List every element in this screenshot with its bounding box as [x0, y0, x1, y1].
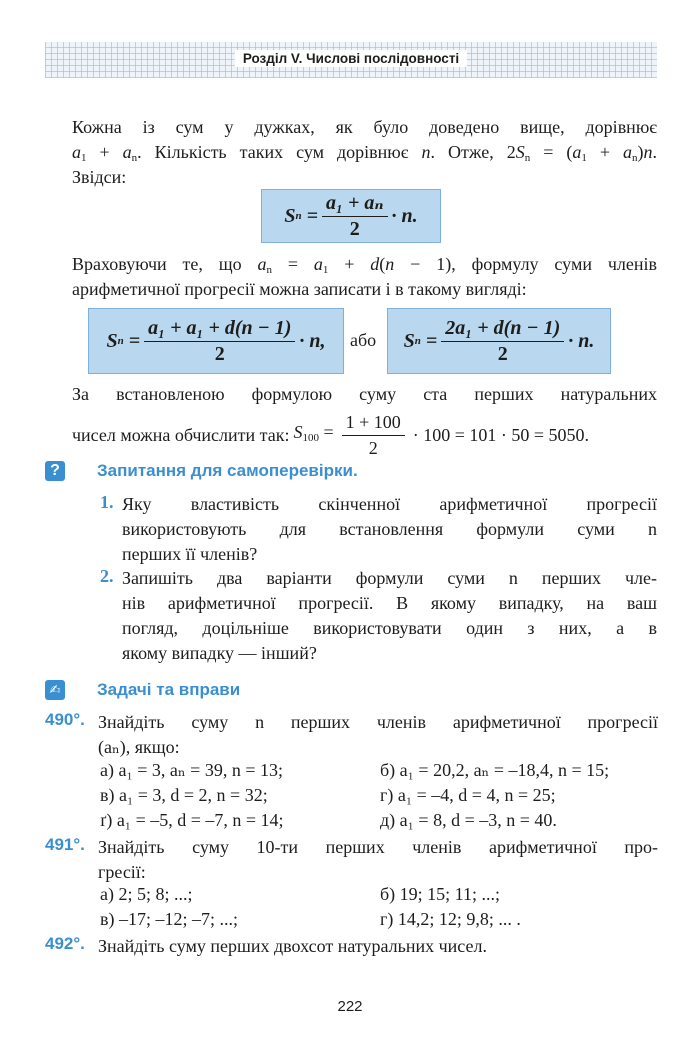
chapter-title: Розділ V. Числові послідовності: [235, 50, 467, 67]
question-1-line1: Яку властивість скінченної арифметичної прогресії: [122, 494, 657, 514]
pencil-icon: ✍: [45, 680, 65, 700]
para3-line1: За встановленою формулою суму ста перших натуральних: [72, 384, 657, 404]
task-491-line2: гресії:: [98, 862, 146, 882]
task-490-v: в) a₁ = 3, d = 2, n = 32;: [100, 785, 268, 805]
sum-formula-box: S n = $\frac{\text{a₁ + aₙ}}{2}$ · n.: [261, 189, 441, 243]
task-491-v: в) –17; –12; –7; ...;: [100, 909, 238, 929]
question-1-line2: використовують для встановлення формули суми n: [122, 519, 657, 539]
task-number: 490°.: [45, 710, 85, 729]
question-2-line1: Запишіть два варіанти формули суми n перших чле-: [122, 568, 657, 588]
para3-line2: чисел можна обчислити так: $S_{100}$ = $\frac{1 + 100}{2}$ · 100 = 101 · 50 = 5050.: [72, 412, 590, 458]
sum-formula-expanded-box: S n = $\frac{\text{a₁ + a₁ + d(n − 1)}}{2}$ · n,: [88, 308, 344, 374]
task-number: 492°.: [45, 934, 85, 953]
task-number: 491°.: [45, 835, 85, 854]
task-490-g: г) a₁ = –4, d = 4, n = 25;: [380, 785, 556, 805]
question-2-line3: погляд, доцільніше використовувати один з них, а в: [122, 618, 657, 638]
task-490-line2: (aₙ), якщо:: [98, 737, 180, 757]
chapter-header: [45, 42, 657, 78]
question-number: 2.: [100, 566, 114, 586]
or-word: або: [350, 330, 377, 350]
question-1-line3: перших її членів?: [122, 544, 258, 564]
task-491-b: б) 19; 15; 11; ...;: [380, 884, 500, 904]
self-check-title: Запитання для самоперевірки.: [97, 461, 358, 480]
task-490-b: б) a₁ = 20,2, aₙ = –18,4, n = 15;: [380, 760, 610, 780]
question-icon: ?: [45, 461, 65, 481]
sum-formula-alt-box: S n = $\frac{\text{2a₁ + d(n − 1)}}{2}$ · n.: [387, 308, 611, 374]
task-490-d: д) a₁ = 8, d = –3, n = 40.: [380, 810, 557, 830]
para2-line2: арифметичної прогресії можна записати і в такому вигляді:: [72, 279, 527, 299]
question-2-line4: якому випадку — інший?: [122, 643, 317, 663]
task-491-a: а) 2; 5; 8; ...;: [100, 884, 193, 904]
para1-line3: Звідси:: [72, 167, 127, 187]
task-490-gg: ґ) a₁ = –5, d = –7, n = 14;: [100, 810, 284, 830]
para1-line2: $a_1 + a_n$. Кількість таких сум дорівнює n. Отже, $2S_n = (a_1 + a_n)n$.: [72, 142, 657, 164]
question-2-line2: нів арифметичної прогресії. В якому випадку, на ваш: [122, 593, 657, 613]
tasks-title: Задачі та вправи: [97, 680, 241, 699]
para1-line1: Кожна із сум у дужках, як було доведено вище, дорівнює: [72, 117, 657, 137]
task-491-line1: Знайдіть суму 10-ти перших членів арифметичної про-: [98, 837, 658, 857]
task-491-g: г) 14,2; 12; 9,8; ... .: [380, 909, 521, 929]
task-490-line1: Знайдіть суму n перших членів арифметичної прогресії: [98, 712, 658, 732]
page-number: 222: [337, 998, 363, 1015]
task-492-line1: Знайдіть суму перших двохсот натуральних чисел.: [98, 936, 487, 956]
task-490-a: а) a₁ = 3, aₙ = 39, n = 13;: [100, 760, 283, 780]
formula-numerator: a₁ + aₙ: [322, 191, 388, 217]
para2-line1: Враховуючи те, що $a_n = a_1 + d(n - 1)$, формулу суми членів: [72, 254, 657, 276]
question-number: 1.: [100, 492, 114, 512]
